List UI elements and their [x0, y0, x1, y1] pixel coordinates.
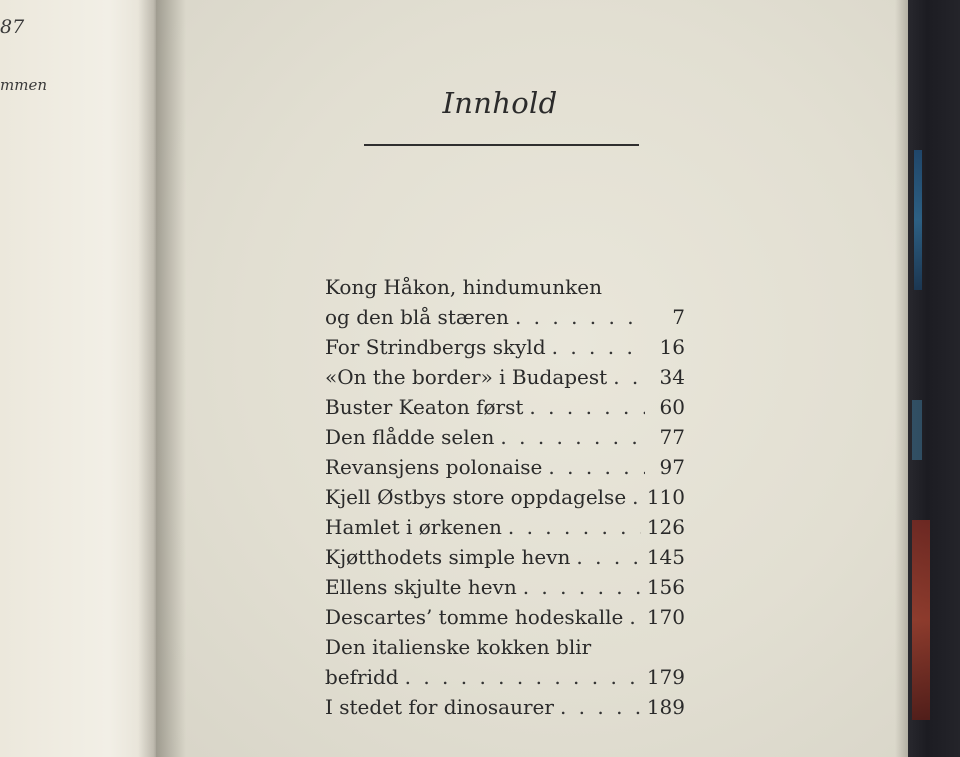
toc-leader-dots — [523, 575, 641, 599]
toc-entry-title: Ellens skjulte hevn — [325, 575, 517, 599]
toc-entry-title: Kong Håkon, hindumunken — [325, 275, 603, 299]
toc-entry-title: Den italienske kokken blir — [325, 635, 592, 659]
toc-leader-dots — [629, 605, 640, 629]
toc-entry — [325, 695, 685, 725]
table-of-contents — [325, 275, 685, 725]
toc-entry-title: For Strindbergs skyld — [325, 335, 546, 359]
cover-illustration-red — [912, 520, 930, 720]
toc-page-number: 126 — [646, 515, 685, 539]
toc-entry — [325, 665, 685, 695]
toc-leader-dots — [560, 695, 641, 719]
toc-entry — [325, 425, 685, 455]
left-page-fragment-2: mmen — [0, 76, 47, 94]
toc-leader-dots — [529, 395, 645, 419]
toc-entry — [325, 335, 685, 365]
toc-entry — [325, 485, 685, 515]
toc-entry-title: Buster Keaton først — [325, 395, 524, 419]
toc-leader-dots — [552, 335, 645, 359]
toc-leader-dots — [548, 455, 645, 479]
toc-page-number: 145 — [646, 545, 685, 569]
right-page-gutter-shadow — [156, 0, 186, 757]
toc-page-number: 189 — [646, 695, 685, 719]
toc-entry — [325, 305, 685, 335]
toc-leader-dots — [613, 365, 645, 389]
toc-entry — [325, 455, 685, 485]
toc-leader-dots — [508, 515, 641, 539]
toc-page-number: 170 — [646, 605, 685, 629]
toc-entry-title: Descartes’ tomme hodeskalle — [325, 605, 624, 629]
toc-entry-title: Kjøtthodets simple hevn — [325, 545, 571, 569]
cover-illustration-blue-2 — [912, 400, 922, 460]
toc-entry-continued — [325, 635, 685, 665]
toc-page-number: 16 — [659, 335, 685, 359]
toc-entry — [325, 365, 685, 395]
toc-page-number: 156 — [646, 575, 685, 599]
toc-leader-dots — [500, 425, 645, 449]
toc-entry — [325, 515, 685, 545]
toc-entry-title: befridd — [325, 665, 399, 689]
toc-leader-dots — [405, 665, 641, 689]
toc-entry-title: «On the border» i Budapest — [325, 365, 608, 389]
toc-leader-dots — [576, 545, 640, 569]
toc-entry-continued — [325, 275, 685, 305]
left-page — [0, 0, 156, 757]
toc-entry-title: og den blå stæren — [325, 305, 509, 329]
toc-page-number: 179 — [646, 665, 685, 689]
title-rule — [364, 144, 639, 146]
toc-page-number: 7 — [672, 305, 685, 329]
toc-entry — [325, 605, 685, 635]
toc-page-number: 97 — [659, 455, 685, 479]
toc-page-number: 60 — [659, 395, 685, 419]
toc-entry — [325, 545, 685, 575]
toc-entry — [325, 395, 685, 425]
page-title: Innhold — [442, 86, 558, 120]
toc-leader-dots — [515, 305, 645, 329]
toc-entry-title: Den flådde selen — [325, 425, 495, 449]
toc-page-number: 77 — [659, 425, 685, 449]
toc-entry-title: Hamlet i ørkenen — [325, 515, 502, 539]
toc-leader-dots — [632, 485, 641, 509]
toc-entry — [325, 575, 685, 605]
toc-entry-title: I stedet for dinosaurer — [325, 695, 554, 719]
right-page-edge-shadow — [895, 0, 908, 757]
toc-entry-title: Revansjens polonaise — [325, 455, 543, 479]
toc-page-number: 110 — [646, 485, 685, 509]
cover-illustration-blue — [914, 150, 922, 290]
toc-entry-title: Kjell Østbys store oppdagelse — [325, 485, 627, 509]
left-page-fragment-1: 87 — [0, 16, 25, 38]
toc-page-number: 34 — [659, 365, 685, 389]
